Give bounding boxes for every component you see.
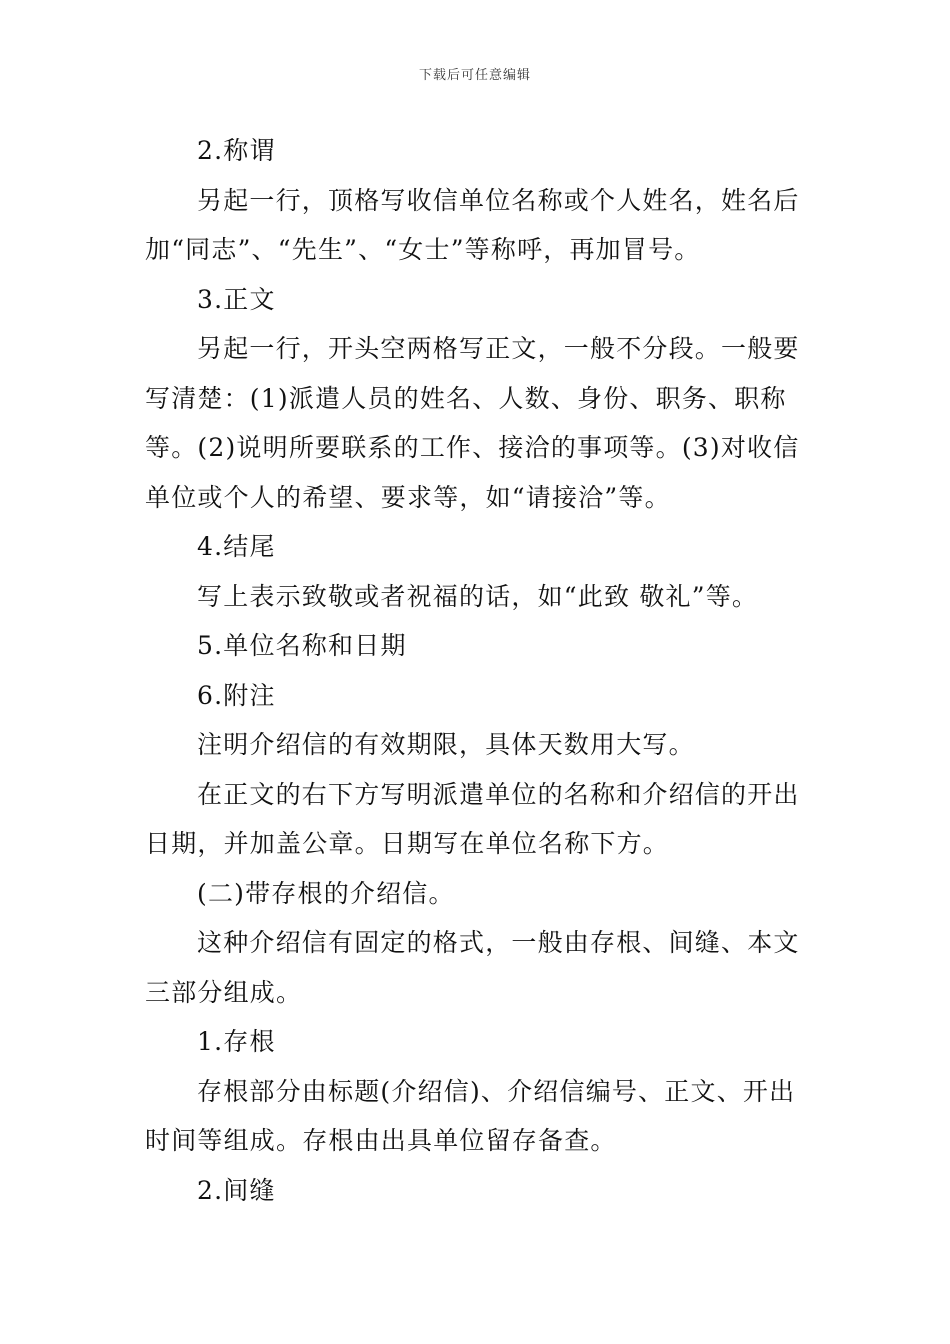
section-heading-salutation: 2.称谓 (197, 136, 276, 165)
section-heading-unit-date: 5.单位名称和日期 (197, 631, 407, 660)
paragraph-notes: 注明介绍信的有效期限，具体天数用大写。 (197, 730, 695, 759)
section-heading-seam: 2.间缝 (197, 1175, 276, 1205)
paragraph-stub-letter: 这种介绍信有固定的格式，一般由存根、间缝、本文三部分组成。 (145, 928, 800, 1007)
paragraph-unit-date: 在正文的右下方写明派遣单位的名称和介绍信的开出日期，并加盖公章。日期写在单位名称下方。 (145, 779, 800, 858)
paragraph-closing: 写上表示致敬或者祝福的话，如“此致 敬礼”等。 (197, 581, 759, 611)
paragraph-body: 另起一行，开头空两格写正文，一般不分段。一般要写清楚：(1)派遣人员的姓名、人数、身份、职务、职称等。(2)说明所要联系的工作、接洽的事项等。(3)对收信单位或个人的希望、要求等，如“请接洽”等。 (145, 334, 800, 512)
section-heading-stub-letter: (二)带存根的介绍信。 (197, 878, 455, 908)
section-heading-closing: 4.结尾 (197, 532, 276, 561)
paragraph-stub: 存根部分由标题(介绍信)、介绍信编号、正文、开出时间等组成。存根由出具单位留存备查。 (145, 1076, 796, 1155)
section-heading-notes: 6.附注 (197, 680, 276, 710)
section-heading-body: 3.正文 (197, 284, 276, 314)
section-heading-stub: 1.存根 (197, 1027, 276, 1056)
document-body (145, 126, 817, 1215)
paragraph-salutation: 另起一行，顶格写收信单位名称或个人姓名，姓名后加“同志”、“先生”、“女士”等称呼，再加冒号。 (145, 185, 800, 264)
page-header: 下载后可任意编辑 (418, 68, 531, 83)
